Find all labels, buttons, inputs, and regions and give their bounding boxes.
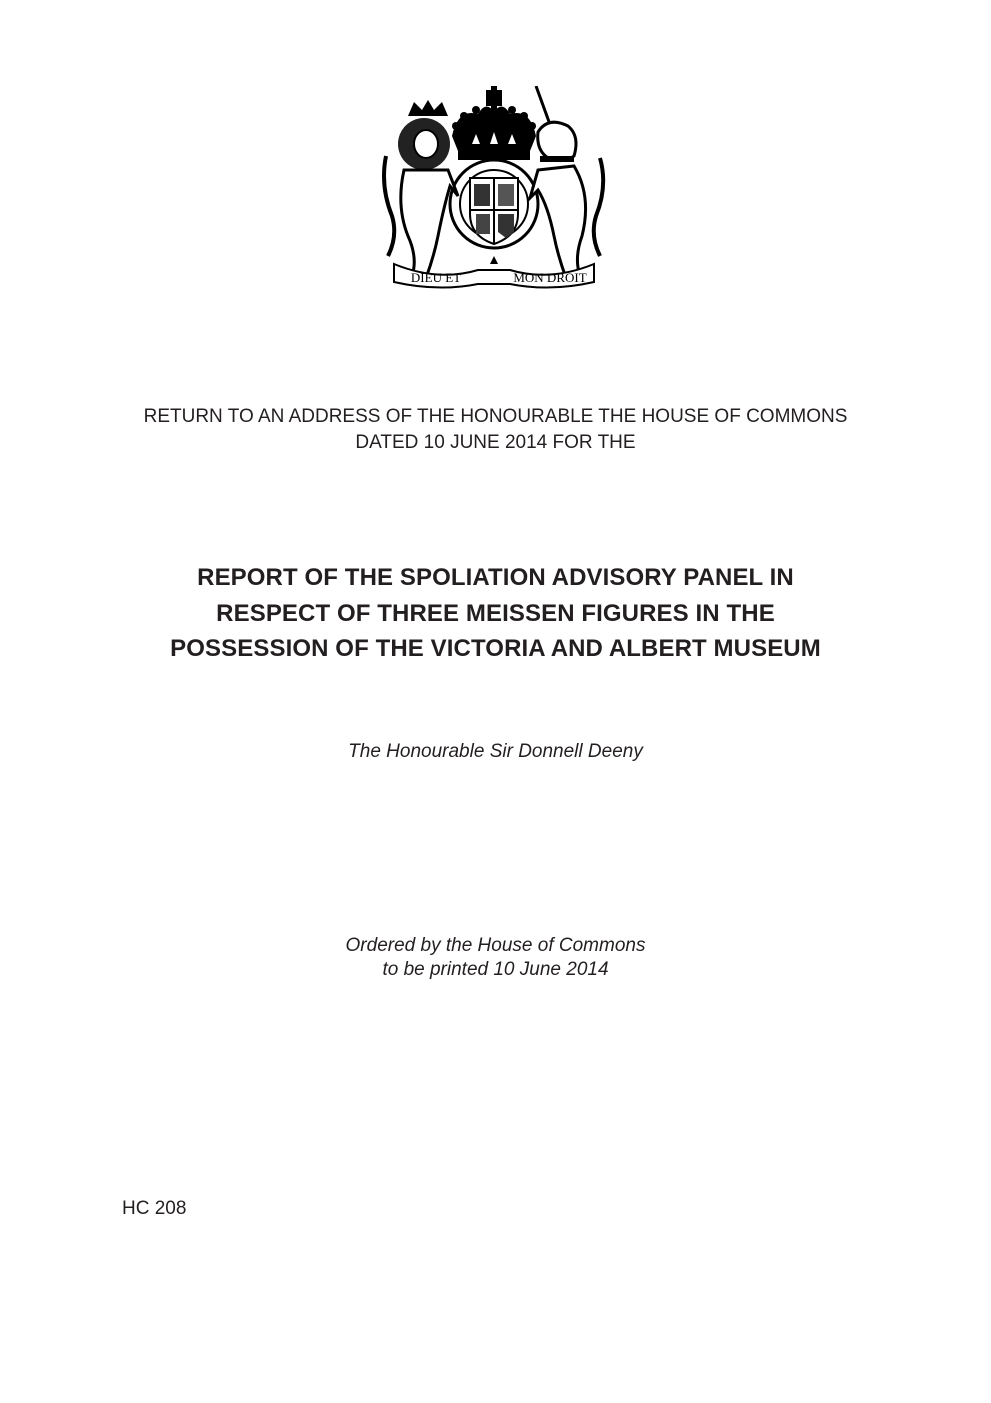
unicorn-supporter-icon: [530, 86, 603, 278]
report-title: [0, 560, 991, 667]
title-line-1: REPORT OF THE SPOLIATION ADVISORY PANEL IN: [197, 564, 794, 591]
return-line-1: RETURN TO AN ADDRESS OF THE HONOURABLE THE HOUSE OF COMMONS: [143, 406, 848, 427]
return-to-address: [0, 404, 991, 456]
svg-text:MON DROIT: MON DROIT: [513, 270, 587, 285]
lion-supporter-icon: [384, 100, 458, 278]
ordered-by-statement: [0, 934, 991, 982]
title-line-3: POSSESSION OF THE VICTORIA AND ALBERT MUSEUM: [170, 635, 821, 662]
hc-number: HC 208: [122, 1198, 187, 1219]
crown-icon: [452, 86, 536, 160]
author-name: The Honourable Sir Donnell Deeny: [348, 741, 643, 762]
ordered-line-2: to be printed 10 June 2014: [382, 959, 609, 980]
return-line-2: DATED 10 JUNE 2014 FOR THE: [355, 432, 636, 453]
svg-text:DIEU ET: DIEU ET: [410, 270, 462, 285]
ordered-line-1: Ordered by the House of Commons: [345, 935, 646, 956]
royal-coat-of-arms-icon: [378, 86, 610, 292]
title-line-2: RESPECT OF THREE MEISSEN FIGURES IN THE: [216, 599, 775, 627]
shield-icon: [450, 160, 538, 248]
